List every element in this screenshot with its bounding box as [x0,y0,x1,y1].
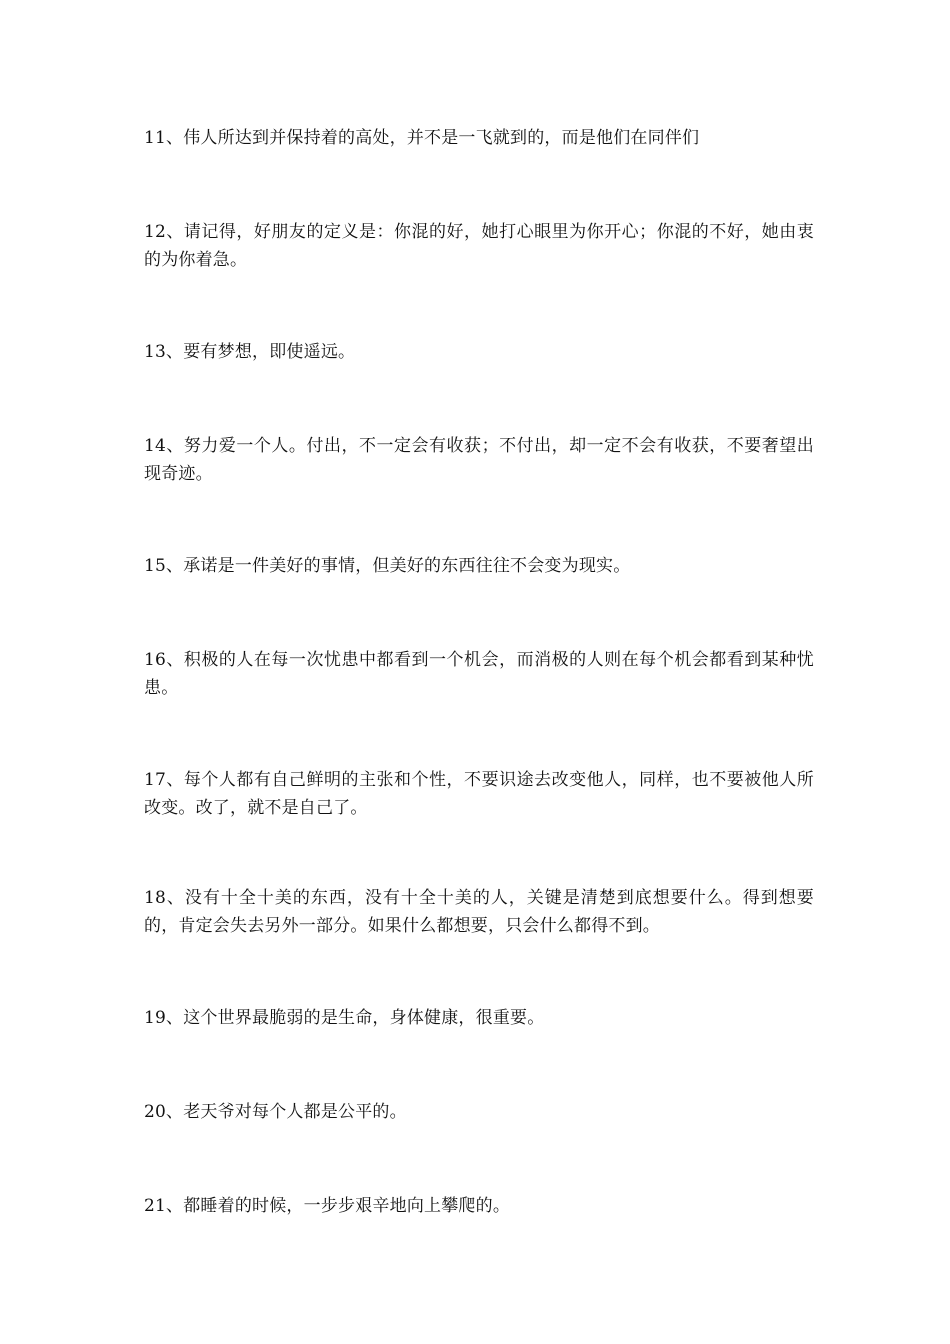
paragraph-11: 11、伟人所达到并保持着的高处，并不是一飞就到的，而是他们在同伴们 [144,128,700,148]
paragraph-17: 17、每个人都有自己鲜明的主张和个性，不要识途去改变他人，同样，也不要被他人所改变。改了，就不是自己了。 [144,770,814,818]
paragraph-20: 20、老天爷对每个人都是公平的。 [144,1102,407,1122]
paragraph-13: 13、要有梦想，即使遥远。 [144,342,356,362]
paragraph-19: 19、这个世界最脆弱的是生命，身体健康，很重要。 [144,1008,545,1028]
paragraph-14: 14、努力爱一个人。付出，不一定会有收获；不付出，却一定不会有收获，不要奢望出现奇迹。 [144,436,814,484]
paragraph-18: 18、没有十全十美的东西，没有十全十美的人，关键是清楚到底想要什么。得到想要的，肯定会失去另外一部分。如果什么都想要，只会什么都得不到。 [144,888,814,936]
paragraph-12: 12、请记得，好朋友的定义是：你混的好，她打心眼里为你开心；你混的不好，她由衷的为你着急。 [144,222,814,270]
paragraph-21: 21、都睡着的时候，一步步艰辛地向上攀爬的。 [144,1196,511,1216]
paragraph-16: 16、积极的人在每一次忧患中都看到一个机会，而消极的人则在每个机会都看到某种忧患。 [144,650,814,698]
paragraph-15: 15、承诺是一件美好的事情，但美好的东西往往不会变为现实。 [144,556,631,576]
